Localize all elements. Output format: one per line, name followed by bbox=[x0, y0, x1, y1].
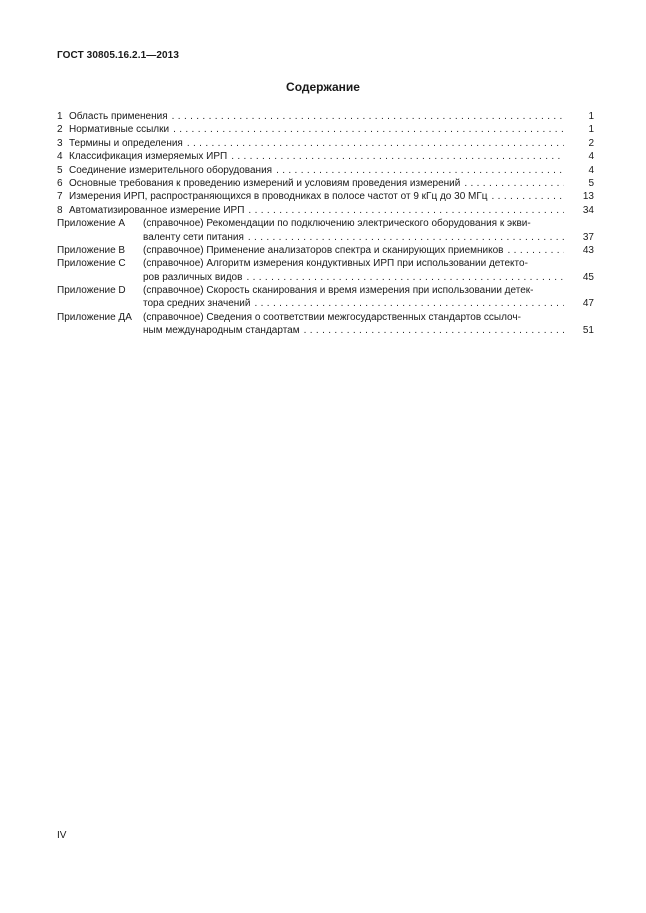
page-number: 37 bbox=[582, 231, 594, 243]
toc-entry-appendix-da-continued[interactable] bbox=[57, 324, 594, 337]
page-number: 4 bbox=[588, 151, 594, 163]
section-title: Измерения ИРП, распространяющихся в проводниках в полосе частот от 9 кГц до 30 МГц bbox=[69, 191, 488, 203]
table-of-contents bbox=[57, 110, 594, 338]
toc-entry-section-1[interactable] bbox=[57, 110, 594, 123]
page-number: 4 bbox=[588, 164, 594, 176]
leader-dots bbox=[248, 231, 564, 244]
page-number: 1 bbox=[588, 124, 594, 136]
page-number: 51 bbox=[582, 325, 594, 337]
section-number: 1 bbox=[57, 111, 63, 122]
leader-dots bbox=[464, 177, 564, 190]
toc-entry-appendix-d-continued[interactable] bbox=[57, 297, 594, 310]
leader-dots bbox=[173, 123, 564, 136]
toc-entry-section-5[interactable] bbox=[57, 164, 594, 177]
appendix-title-continued: тора средних значений bbox=[143, 298, 251, 310]
page-number: 2 bbox=[588, 137, 594, 149]
section-number: 7 bbox=[57, 191, 63, 203]
toc-entry-section-6[interactable] bbox=[57, 177, 594, 190]
toc-entry-appendix-c-continued[interactable] bbox=[57, 271, 594, 284]
leader-dots bbox=[304, 324, 564, 337]
toc-entry-section-7[interactable] bbox=[57, 190, 594, 203]
leader-dots bbox=[187, 137, 564, 150]
leader-dots bbox=[254, 297, 564, 310]
section-title: Автоматизированное измерение ИРП bbox=[69, 204, 245, 216]
page-footer-number: IV bbox=[57, 830, 67, 841]
leader-dots bbox=[248, 204, 564, 217]
appendix-title: (справочное) Рекомендации по подключению электрического оборудования к экви- bbox=[143, 218, 531, 230]
appendix-title-continued: ным международным стандартам bbox=[143, 325, 300, 337]
section-title: Классификация измеряемых ИРП bbox=[69, 151, 228, 163]
appendix-name: Приложение D bbox=[57, 285, 126, 297]
appendix-title-continued: валенту сети питания bbox=[143, 231, 244, 243]
appendix-title: (справочное) Сведения о соответствии межгосударственных стандартов ссылоч- bbox=[143, 311, 521, 323]
page-number: 13 bbox=[582, 191, 594, 203]
appendix-name: Приложение А bbox=[57, 218, 126, 230]
page-number: 5 bbox=[588, 177, 594, 189]
page-number: 45 bbox=[582, 271, 594, 283]
section-title: Нормативные ссылки bbox=[69, 124, 170, 136]
toc-entry-appendix-b[interactable] bbox=[57, 244, 594, 257]
toc-entry-appendix-a-continued[interactable] bbox=[57, 231, 594, 244]
appendix-name: Приложение ДА bbox=[57, 311, 132, 323]
section-title: Основные требования к проведению измерений и условиям проведения измерений bbox=[69, 177, 461, 189]
section-number: 5 bbox=[57, 164, 63, 176]
leader-dots bbox=[172, 110, 564, 123]
section-number: 2 bbox=[57, 124, 63, 136]
section-title: Область применения bbox=[69, 111, 168, 122]
toc-entry-section-4[interactable] bbox=[57, 150, 594, 163]
appendix-title: (справочное) Применение анализаторов спектра и сканирующих приемников bbox=[143, 244, 504, 256]
toc-entry-appendix-a[interactable] bbox=[57, 217, 594, 230]
appendix-title-continued: ров различных видов bbox=[143, 271, 243, 283]
leader-dots bbox=[508, 244, 565, 257]
toc-entry-appendix-da[interactable] bbox=[57, 311, 594, 324]
toc-entry-section-2[interactable] bbox=[57, 123, 594, 136]
appendix-title: (справочное) Алгоритм измерения кондуктивных ИРП при использовании детекто- bbox=[143, 258, 528, 270]
page-number: 1 bbox=[588, 111, 594, 122]
toc-entry-section-3[interactable] bbox=[57, 137, 594, 150]
page-number: 43 bbox=[582, 244, 594, 256]
section-number: 8 bbox=[57, 204, 63, 216]
section-title: Соединение измерительного оборудования bbox=[69, 164, 273, 176]
leader-dots bbox=[231, 150, 564, 163]
section-number: 3 bbox=[57, 137, 63, 149]
toc-entry-appendix-d[interactable] bbox=[57, 284, 594, 297]
toc-entry-section-8[interactable] bbox=[57, 204, 594, 217]
appendix-name: Приложение В bbox=[57, 244, 126, 256]
section-number: 6 bbox=[57, 177, 63, 189]
page-number: 47 bbox=[582, 298, 594, 310]
leader-dots bbox=[276, 164, 564, 177]
contents-title: Содержание bbox=[286, 80, 360, 94]
document-header: ГОСТ 30805.16.2.1—2013 bbox=[57, 50, 180, 61]
leader-dots bbox=[492, 190, 564, 203]
appendix-title: (справочное) Скорость сканирования и время измерения при использовании детек- bbox=[143, 285, 534, 297]
section-number: 4 bbox=[57, 151, 63, 163]
leader-dots bbox=[246, 271, 564, 284]
appendix-name: Приложение С bbox=[57, 258, 126, 270]
toc-entry-appendix-c[interactable] bbox=[57, 257, 594, 270]
section-title: Термины и определения bbox=[69, 137, 183, 149]
page-number: 34 bbox=[582, 204, 594, 216]
